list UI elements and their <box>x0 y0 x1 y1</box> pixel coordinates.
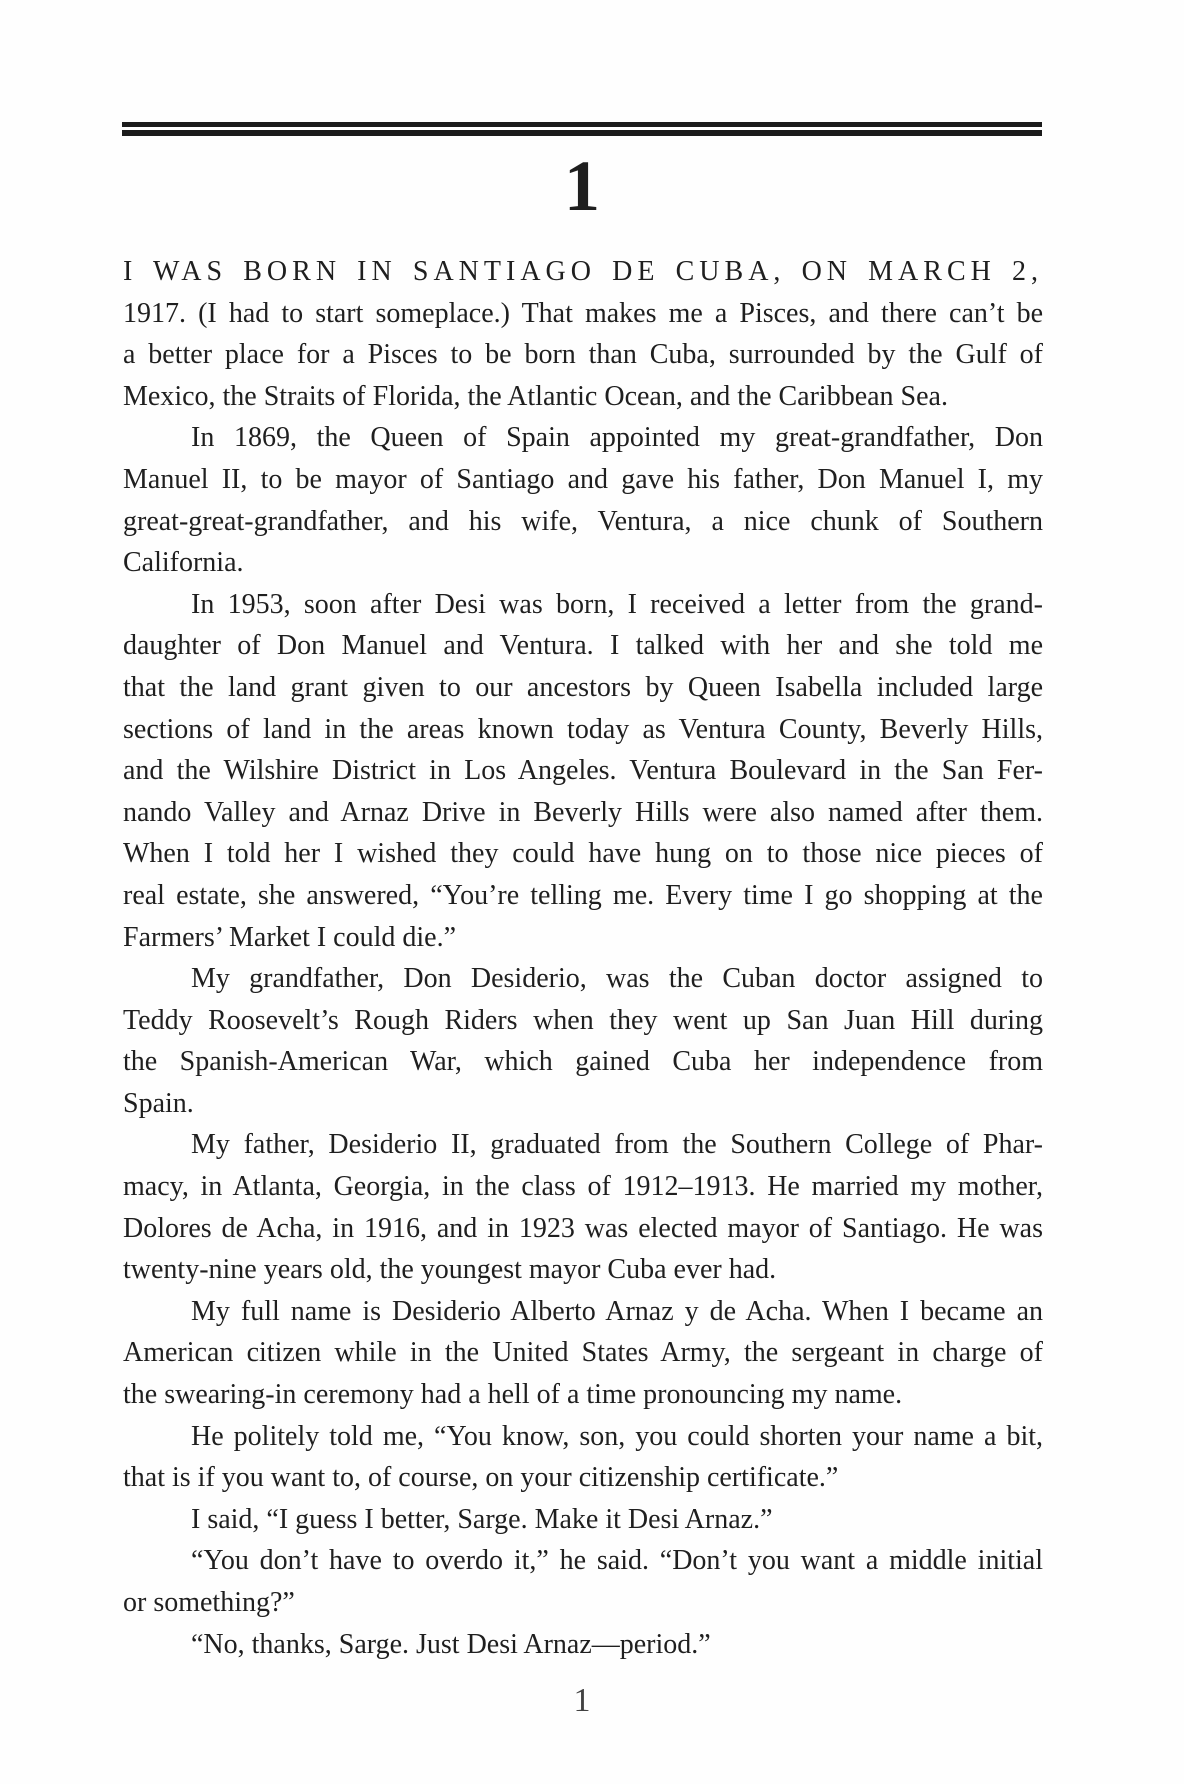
body-text <box>123 251 1043 1665</box>
text-line: In 1953, soon after Desi was born, I received a letter from the grand- <box>191 588 1043 620</box>
paragraph <box>123 251 1043 417</box>
text-line: “No, thanks, Sarge. Just Desi Arnaz—period.” <box>191 1628 711 1660</box>
text-line: Manuel II, to be mayor of Santiago and gave his father, Don Manuel I, my <box>123 463 1043 495</box>
text-line: Dolores de Acha, in 1916, and in 1923 was elected mayor of Santiago. He was <box>123 1212 1043 1244</box>
text-line: sections of land in the areas known today as Ventura County, Beverly Hills, <box>123 713 1043 745</box>
text-line: Mexico, the Straits of Florida, the Atlantic Ocean, and the Caribbean Sea. <box>123 380 948 412</box>
text-line: In 1869, the Queen of Spain appointed my great-grandfather, Don <box>191 422 1043 454</box>
text-line: twenty-nine years old, the youngest mayor Cuba ever had. <box>123 1254 777 1286</box>
page-number: 1 <box>573 1682 591 1719</box>
paragraph <box>123 1416 1043 1499</box>
paragraph <box>123 1499 1043 1541</box>
opening-caps-line: I WAS BORN IN SANTIAGO DE CUBA, ON MARCH 2, <box>123 256 1043 287</box>
text-line: 1917. (I had to start someplace.) That makes me a Pisces, and there can’t be <box>123 297 1043 329</box>
chapter-head-double-rule <box>122 122 1042 136</box>
text-line: My father, Desiderio II, graduated from the Southern College of Phar- <box>191 1129 1043 1161</box>
text-line: the Spanish-American War, which gained Cuba her independence from <box>123 1046 1043 1078</box>
paragraph <box>123 417 1043 583</box>
text-line: He politely told me, “You know, son, you could shorten your name a bit, <box>191 1420 1043 1452</box>
text-line: My grandfather, Don Desiderio, was the Cuban doctor assigned to <box>191 963 1043 995</box>
text-line: Farmers’ Market I could die.” <box>123 921 457 953</box>
text-line: Spain. <box>123 1087 194 1119</box>
text-line: I said, “I guess I better, Sarge. Make it Desi Arnaz.” <box>191 1503 773 1535</box>
text-line: American citizen while in the United States Army, the sergeant in charge of <box>123 1337 1043 1369</box>
paragraph <box>123 1291 1043 1416</box>
paragraph <box>123 1624 1043 1666</box>
text-line: great-great-grandfather, and his wife, Ventura, a nice chunk of Southern <box>123 505 1043 537</box>
text-line: or something?” <box>123 1587 295 1618</box>
text-line: My full name is Desiderio Alberto Arnaz y de Acha. When I became an <box>191 1295 1043 1327</box>
text-line: a better place for a Pisces to be born than Cuba, surrounded by the Gulf of <box>123 339 1043 371</box>
text-line: the swearing-in ceremony had a hell of a time pronouncing my name. <box>123 1379 903 1411</box>
text-line: daughter of Don Manuel and Ventura. I talked with her and she told me <box>123 630 1043 662</box>
text-line: real estate, she answered, “You’re telling me. Every time I go shopping at the <box>123 879 1043 911</box>
text-line: that is if you want to, of course, on your citizenship certificate.” <box>123 1462 839 1494</box>
paragraph <box>123 1540 1043 1623</box>
text-line: When I told her I wished they could have hung on to those nice pieces of <box>123 838 1043 870</box>
text-line: California. <box>123 547 244 579</box>
text-line: nando Valley and Arnaz Drive in Beverly Hills were also named after them. <box>123 796 1043 828</box>
paragraph <box>123 1124 1043 1290</box>
text-line: “You don’t have to overdo it,” he said. “Don’t you want a middle initial <box>191 1545 1043 1577</box>
text-line: macy, in Atlanta, Georgia, in the class of 1912–1913. He married my mother, <box>123 1171 1043 1203</box>
text-line: and the Wilshire District in Los Angeles. Ventura Boulevard in the San Fer- <box>123 755 1043 787</box>
text-line: Teddy Roosevelt’s Rough Riders when they went up San Juan Hill during <box>123 1004 1043 1036</box>
paragraph <box>123 958 1043 1124</box>
text-line: that the land grant given to our ancestors by Queen Isabella included large <box>123 671 1043 703</box>
paragraph <box>123 584 1043 958</box>
chapter-number: 1 <box>564 146 600 226</box>
